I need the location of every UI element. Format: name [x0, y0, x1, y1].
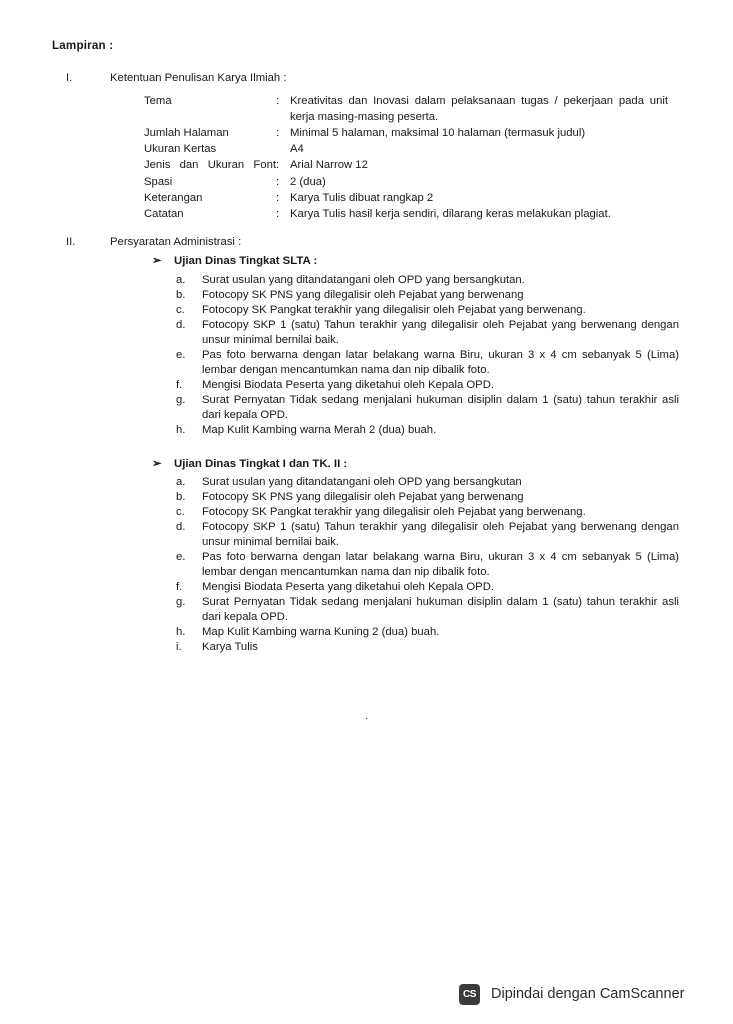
- list-item: [52, 490, 681, 505]
- list-item: [52, 423, 681, 438]
- list-item-text: Fotocopy SK Pangkat terakhir yang dilegalisir oleh Pejabat yang berwenang.: [202, 303, 586, 316]
- list-item-letter: g.: [176, 393, 186, 406]
- spec-label: Catatan: [144, 208, 184, 221]
- list-item-text: Map Kulit Kambing warna Merah 2 (dua) buah.: [202, 423, 437, 436]
- specification-table: [144, 94, 668, 223]
- list-item: [52, 303, 681, 318]
- list-item-text: Surat usulan yang ditandatangani oleh OPD yang bersangkutan.: [202, 273, 525, 286]
- table-row: [144, 142, 668, 158]
- camscanner-watermark: [445, 974, 725, 1014]
- spec-label: Jumlah Halaman: [144, 126, 229, 139]
- spec-label: Tema: [144, 95, 172, 108]
- list-item: [52, 595, 681, 625]
- spec-value: 2 (dua): [290, 175, 326, 188]
- spec-value: Kreativitas dan Inovasi dalam pelaksanaan tugas / pekerjaan pada unit kerja masing-masing peserta.: [290, 95, 668, 123]
- spec-colon: :: [276, 159, 280, 172]
- list-item-text: Fotocopy SK Pangkat terakhir yang dilegalisir oleh Pejabat yang berwenang.: [202, 505, 586, 518]
- list-item-text: Karya Tulis: [202, 641, 258, 654]
- spec-colon: :: [276, 175, 280, 188]
- list-item: [52, 393, 681, 423]
- list-item-text: Fotocopy SK PNS yang dilegalisir oleh Pejabat yang berwenang: [202, 490, 524, 503]
- arrow-bullet-icon: ➢: [152, 457, 162, 470]
- spec-value: Minimal 5 halaman, maksimal 10 halaman (termasuk judul): [290, 126, 586, 139]
- list-item: [52, 640, 681, 655]
- group-spacer: [52, 444, 681, 457]
- spec-colon: :: [276, 95, 280, 108]
- group-title: [52, 254, 681, 269]
- list-item-text: Surat Pernyatan Tidak sedang menjalani hukuman disiplin dalam 1 (satu) tahun terakhir asli dari kepala OPD.: [202, 393, 679, 421]
- list-item-letter: d.: [176, 318, 186, 331]
- list-item-letter: b.: [176, 490, 186, 503]
- requirement-list: [52, 475, 681, 655]
- list-item: [52, 505, 681, 520]
- arrow-bullet-icon: ➢: [152, 255, 162, 268]
- list-item-letter: f.: [176, 378, 183, 391]
- list-item-letter: i.: [176, 641, 182, 654]
- section-heading-2: [52, 235, 681, 250]
- list-item-text: Pas foto berwarna dengan latar belakang warna Biru, ukuran 3 x 4 cm sebanyak 5 (Lima) lembar dengan mencantumkan nama dan nip dibalik foto.: [202, 551, 679, 579]
- section-title: Persyaratan Administrasi :: [110, 236, 242, 249]
- list-item-letter: a.: [176, 273, 186, 286]
- spec-colon: :: [276, 191, 280, 204]
- page-dot-mark: .: [364, 710, 369, 723]
- section-number: I.: [66, 72, 73, 85]
- list-item-letter: f.: [176, 581, 183, 594]
- requirement-list: [52, 273, 681, 438]
- camscanner-logo-icon: CS: [459, 984, 480, 1005]
- spec-colon: :: [276, 126, 280, 139]
- list-item-text: Mengisi Biodata Peserta yang diketahui oleh Kepala OPD.: [202, 581, 495, 594]
- list-item-text: Surat Pernyatan Tidak sedang menjalani hukuman disiplin dalam 1 (satu) tahun terakhir asli dari kepala OPD.: [202, 596, 679, 624]
- section-number: II.: [66, 236, 76, 249]
- group-title-label: Ujian Dinas Tingkat I dan TK. II :: [174, 457, 348, 470]
- table-row: [144, 191, 668, 207]
- scanned-document-sheet: [8, 8, 725, 964]
- table-row: [144, 175, 668, 191]
- spec-colon: :: [276, 208, 280, 221]
- list-item-text: Fotocopy SKP 1 (satu) Tahun terakhir yang dilegalisir oleh Pejabat yang berwenang dengan unsur minimal bernilai baik.: [202, 520, 679, 548]
- section-heading-1: [52, 71, 681, 86]
- list-item-text: Map Kulit Kambing warna Kuning 2 (dua) buah.: [202, 626, 440, 639]
- list-item-letter: e.: [176, 348, 186, 361]
- spec-value: Arial Narrow 12: [290, 159, 368, 172]
- group-title-label: Ujian Dinas Tingkat SLTA :: [174, 255, 318, 268]
- group-title: [52, 457, 681, 472]
- spec-value: A4: [290, 143, 304, 156]
- spec-colon: [276, 142, 290, 158]
- spec-label: Jenis dan Ukuran Font: [144, 159, 276, 172]
- list-item-letter: d.: [176, 520, 186, 533]
- list-item: [52, 520, 681, 550]
- list-item-letter: c.: [176, 303, 185, 316]
- spec-label: Keterangan: [144, 191, 203, 204]
- list-item-letter: c.: [176, 505, 185, 518]
- section-title: Ketentuan Penulisan Karya Ilmiah :: [110, 72, 287, 85]
- list-item: [52, 378, 681, 393]
- list-item-text: Pas foto berwarna dengan latar belakang warna Biru, ukuran 3 x 4 cm sebanyak 5 (Lima) lembar dengan mencantumkan nama dan nip dibalik foto.: [202, 348, 679, 376]
- list-item-letter: a.: [176, 475, 186, 488]
- list-item-text: Fotocopy SKP 1 (satu) Tahun terakhir yang dilegalisir oleh Pejabat yang berwenang dengan unsur minimal bernilai baik.: [202, 318, 679, 346]
- page-title: Lampiran :: [52, 39, 114, 52]
- table-row: [144, 126, 668, 142]
- spec-value: Karya Tulis hasil kerja sendiri, dilarang keras melakukan plagiat.: [290, 208, 611, 221]
- table-row: [144, 158, 668, 174]
- list-item-letter: b.: [176, 288, 186, 301]
- list-item: [52, 348, 681, 378]
- list-item-text: Surat usulan yang ditandatangani oleh OPD yang bersangkutan: [202, 475, 522, 488]
- list-item: [52, 475, 681, 490]
- list-item-text: Mengisi Biodata Peserta yang diketahui oleh Kepala OPD.: [202, 378, 495, 391]
- list-item: [52, 288, 681, 303]
- requirement-group-slta: [52, 254, 681, 437]
- list-item: [52, 580, 681, 595]
- list-item-letter: g.: [176, 596, 186, 609]
- camscanner-label: Dipindai dengan CamScanner: [491, 986, 685, 1002]
- spec-label: Ukuran Kertas: [144, 143, 217, 156]
- list-item-letter: h.: [176, 626, 186, 639]
- list-item-text: Fotocopy SK PNS yang dilegalisir oleh Pejabat yang berwenang: [202, 288, 524, 301]
- spec-label: Spasi: [144, 175, 173, 188]
- spec-value: Karya Tulis dibuat rangkap 2: [290, 191, 434, 204]
- list-item: [52, 318, 681, 348]
- list-item: [52, 273, 681, 288]
- requirement-group-tingkat-i-ii: [52, 457, 681, 655]
- list-item: [52, 625, 681, 640]
- list-item-letter: e.: [176, 551, 186, 563]
- list-item: [52, 550, 681, 580]
- table-row: [144, 207, 668, 223]
- list-item-letter: h.: [176, 423, 186, 436]
- table-row: [144, 94, 668, 126]
